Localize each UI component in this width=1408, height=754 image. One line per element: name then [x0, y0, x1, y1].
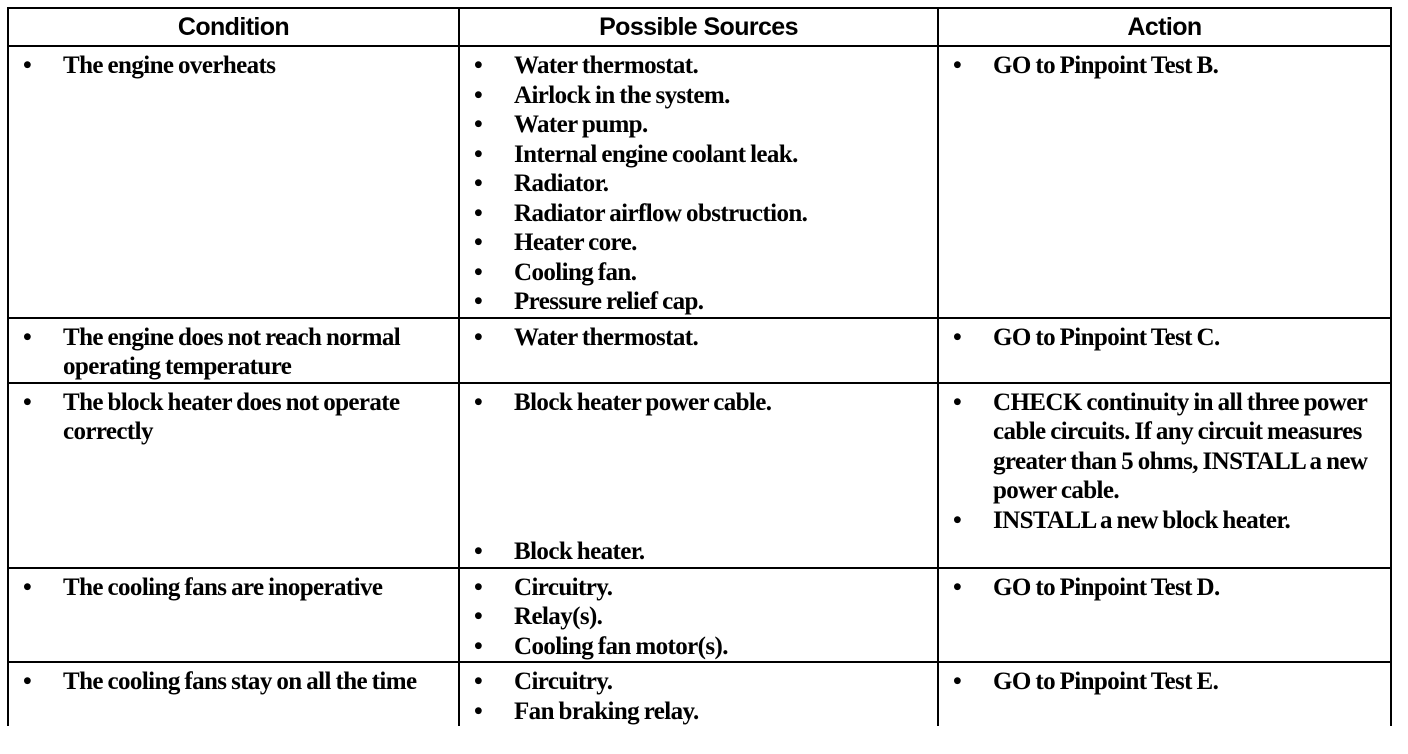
condition-text: • The engine does not reach normal operating temperature — [15, 323, 452, 382]
condition-text: • The cooling fans stay on all the time — [15, 667, 452, 697]
header-action: Action — [938, 8, 1391, 46]
action-item: • INSTALL a new block heater. — [945, 506, 1384, 536]
source-item: • Radiator. — [466, 169, 931, 199]
sources-cell — [459, 318, 938, 383]
condition-text: • The block heater does not operate correctly — [15, 388, 452, 447]
action-item: • GO to Pinpoint Test D. — [945, 573, 1384, 603]
table-row — [8, 383, 1391, 568]
source-item: • Circuitry. — [466, 573, 931, 603]
diagnosis-table — [7, 7, 1392, 726]
table-row — [8, 318, 1391, 383]
action-item: • GO to Pinpoint Test E. — [945, 667, 1384, 697]
spacer — [466, 447, 931, 477]
spacer — [466, 477, 931, 507]
source-item: • Water pump. — [466, 110, 931, 140]
source-item: • Relay(s). — [466, 602, 931, 632]
spacer — [466, 507, 931, 537]
condition-cell — [8, 383, 459, 568]
header-condition: Condition — [8, 8, 459, 46]
sources-cell — [459, 568, 938, 663]
table-row — [8, 662, 1391, 726]
table-row — [8, 46, 1391, 318]
source-item: • Block heater power cable. — [466, 388, 931, 418]
condition-text: • The cooling fans are inoperative — [15, 573, 452, 603]
source-item: • Internal engine coolant leak. — [466, 140, 931, 170]
condition-text: • The engine overheats — [15, 51, 452, 81]
action-item: • GO to Pinpoint Test C. — [945, 323, 1384, 353]
source-item: • Circuitry. — [466, 667, 931, 697]
spacer — [466, 417, 931, 447]
sources-cell — [459, 46, 938, 318]
action-cell — [938, 46, 1391, 318]
header-row — [8, 8, 1391, 46]
action-cell — [938, 318, 1391, 383]
action-item: • CHECK continuity in all three power cable circuits. If any circuit measures greater than 5 ohms, INSTALL a new power cable. — [945, 388, 1384, 506]
source-item: • Water thermostat. — [466, 51, 931, 81]
condition-cell — [8, 318, 459, 383]
condition-cell — [8, 46, 459, 318]
source-item: • Block heater. — [466, 537, 931, 567]
sources-cell — [459, 383, 938, 568]
source-item: • Fan braking relay. — [466, 697, 931, 727]
header-possible-sources: Possible Sources — [459, 8, 938, 46]
source-item: • Heater core. — [466, 228, 931, 258]
action-cell — [938, 383, 1391, 568]
source-item: • Airlock in the system. — [466, 81, 931, 111]
table-row — [8, 568, 1391, 663]
action-item: • GO to Pinpoint Test B. — [945, 51, 1384, 81]
source-item: • Cooling fan motor(s). — [466, 632, 931, 662]
action-cell — [938, 568, 1391, 663]
sources-cell — [459, 662, 938, 726]
condition-cell — [8, 568, 459, 663]
source-item: • Water thermostat. — [466, 323, 931, 353]
condition-cell — [8, 662, 459, 726]
source-item: • Pressure relief cap. — [466, 287, 931, 317]
action-cell — [938, 662, 1391, 726]
source-item: • Radiator airflow obstruction. — [466, 199, 931, 229]
source-item: • Cooling fan. — [466, 258, 931, 288]
